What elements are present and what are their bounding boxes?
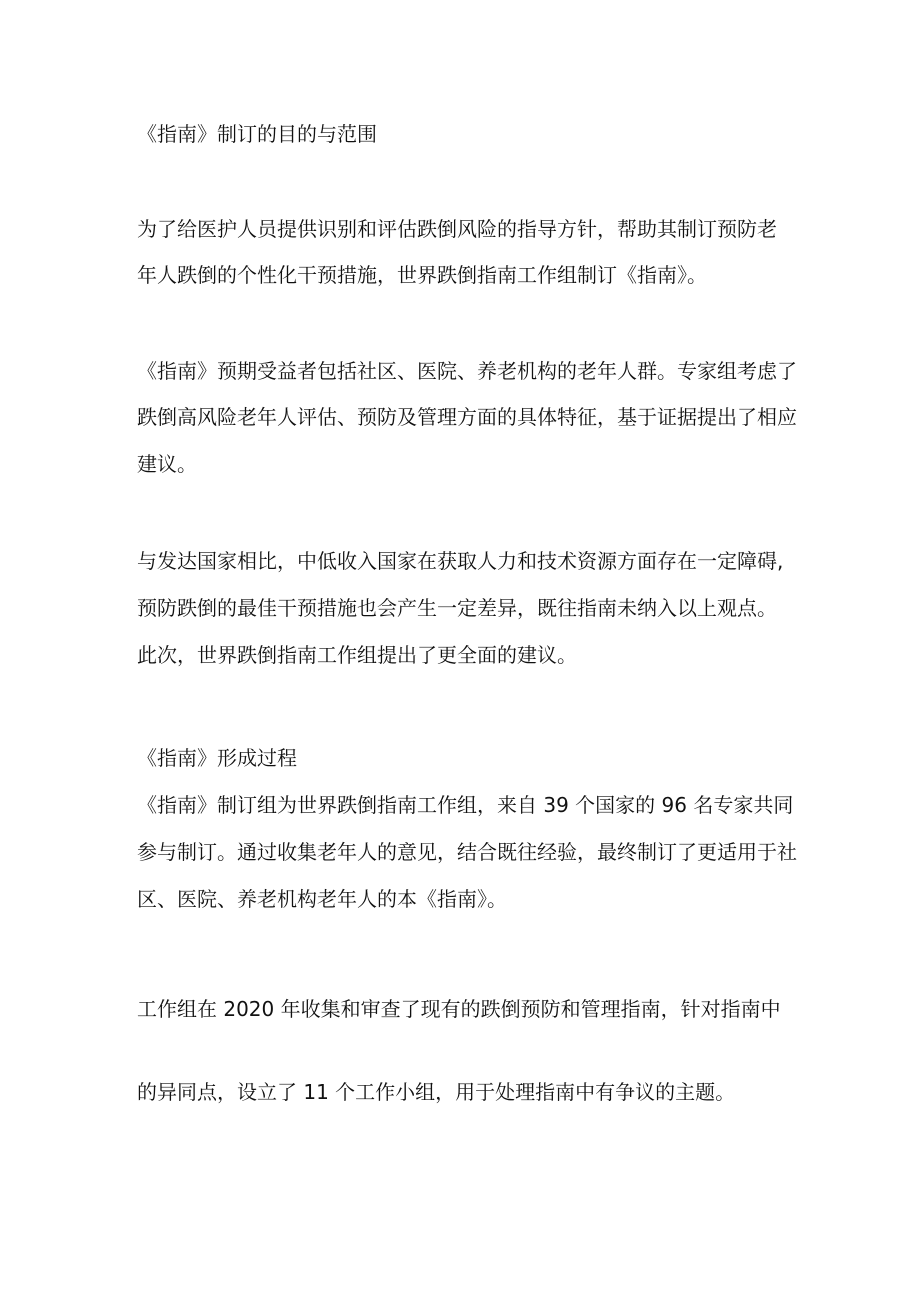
- paragraph-line: 区、医院、养老机构老年人的本《指南》。: [137, 887, 507, 911]
- paragraph-line: 与发达国家相比，中低收入国家在获取人力和技术资源方面存在一定障碍,: [137, 549, 784, 573]
- paragraph-line: 参与制订。通过收集老年人的意见，结合既往经验，最终制订了更适用于社: [137, 840, 797, 864]
- section-heading-formation-process: 《指南》形成过程: [137, 746, 297, 770]
- paragraph-line: 工作组在 2020 年收集和审查了现有的跌倒预防和管理指南，针对指南中: [137, 997, 781, 1021]
- paragraph-line: 《指南》制订组为世界跌倒指南工作组，来自 39 个国家的 96 名专家共同: [137, 793, 794, 817]
- paragraph-line: 建议。: [137, 452, 197, 476]
- section-heading-purpose-scope: 《指南》制订的目的与范围: [137, 122, 377, 146]
- paragraph-line: 跌倒高风险老年人评估、预防及管理方面的具体特征，基于证据提出了相应: [137, 405, 797, 429]
- paragraph-line: 《指南》预期受益者包括社区、医院、养老机构的老年人群。专家组考虑了: [137, 359, 797, 383]
- paragraph-line: 的异同点，设立了 11 个工作小组，用于处理指南中有争议的主题。: [137, 1080, 736, 1104]
- paragraph-line: 为了给医护人员提供识别和评估跌倒风险的指导方针，帮助其制订预防老: [137, 217, 777, 241]
- paragraph-line: 预防跌倒的最佳干预措施也会产生一定差异，既往指南未纳入以上观点。: [137, 596, 777, 620]
- paragraph-line: 年人跌倒的个性化干预措施，世界跌倒指南工作组制订《指南》。: [137, 263, 707, 287]
- paragraph-line: 此次，世界跌倒指南工作组提出了更全面的建议。: [137, 643, 577, 667]
